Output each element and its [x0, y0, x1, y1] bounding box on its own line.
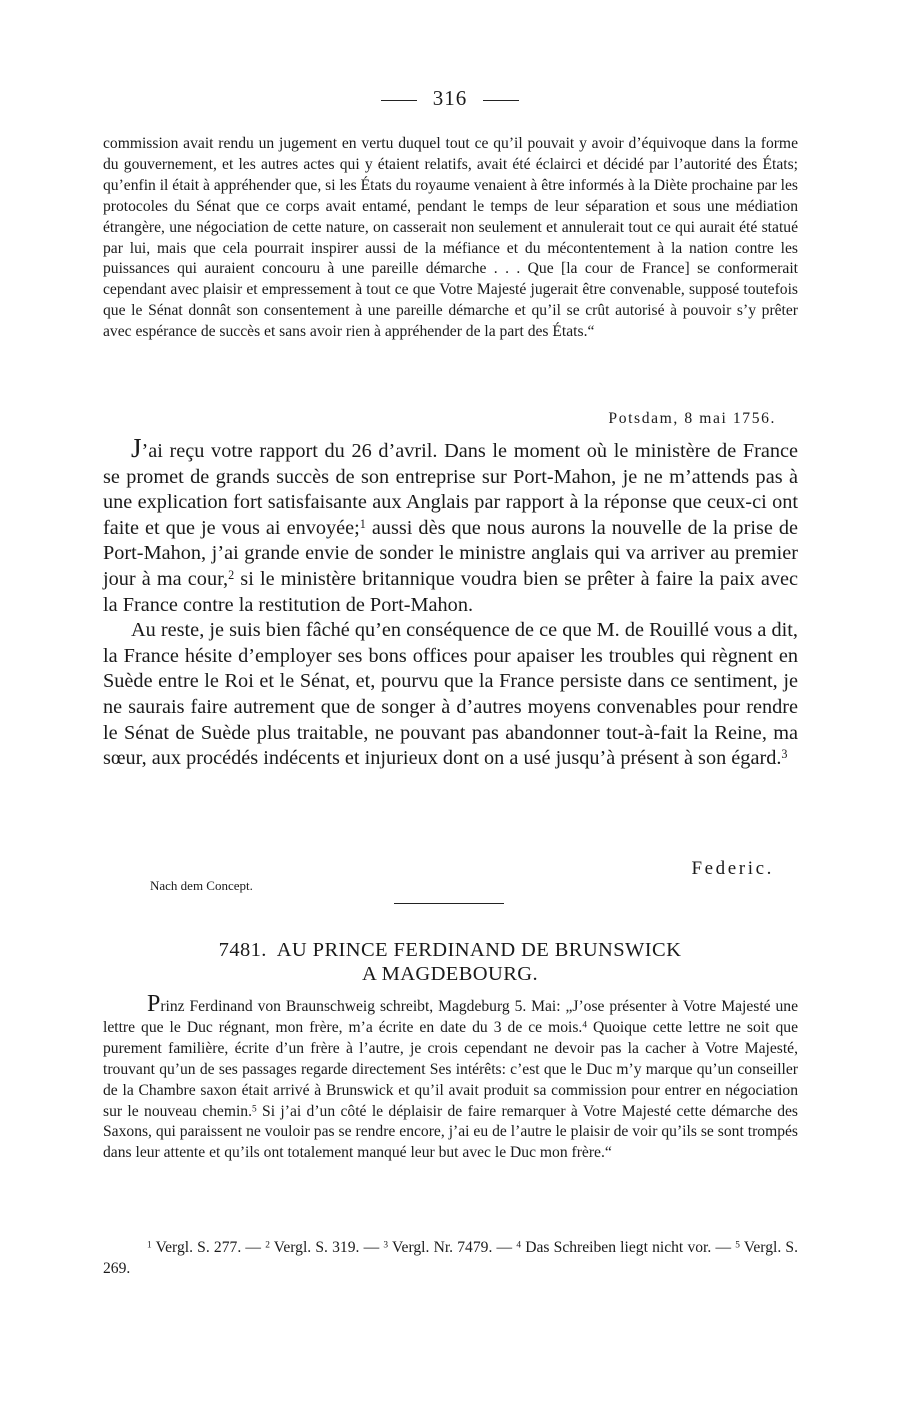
heading-title-2: A MAGDEBOURG. [361, 963, 539, 985]
letter-p2-text: Au reste, je suis bien fâché qu’en conséquence de ce que M. de Rouillé vous a dit, la France hésite d’employer ses bons offices pour apaiser les troubles qui règnent en Suède entre le Roi et le Sénat, et, pourvu que la France persiste dans ce sentiment, je ne saurais faire autrement que de songer à d’autres moyens convenables pour rendre le Sénat de Suède plus traitable, ne pouvant pas abandonner tout-à-fait la Reine, ma sœur, aux procédés indécents et injurieux dont on a usé jusqu’à présent à son égard. [103, 619, 798, 770]
letter-p1-text-c: si le ministère britannique voudra bien se prêter à faire la paix avec la France contre la restitution de Port-Mahon. [103, 567, 798, 616]
entry-paragraph [103, 991, 798, 1164]
footnote-ref-4[interactable]: 4 [582, 1020, 588, 1031]
signature: Federic. [691, 858, 774, 879]
quoted-report [103, 134, 798, 343]
page-number-value: 316 [432, 86, 468, 110]
footnote-marker-3: 3 [383, 1240, 389, 1251]
section-heading [0, 938, 900, 986]
footnote-ref-1[interactable]: 1 [359, 516, 366, 531]
entry-body [103, 991, 798, 1164]
letter-p1-text-b: aussi dès que nous aurons la nouvelle de la prise de Port-Mahon, j’ai grande envie de sonder le ministre anglais qui va arriver au premier jour à ma cour, [103, 516, 798, 590]
heading-title-1: AU PRINCE FERDINAND DE BRUNSWICK [276, 939, 682, 961]
letter-body [103, 433, 798, 772]
entry-text-b: Quoique cette lettre ne soit que purement familière, écrite d’un frère à l’autre, je crois cependant ne devoir pas la cacher à Votre Majesté, trouvant qu’un de ses passages regarde directement Ses intérêts: c’est que le Duc m’y marque qu’un conseiller de la Chambre saxon était arrivé à Brunswick et qu’il avait produit sa commission pour entrer en négociation sur le nouveau chemin. [103, 1018, 798, 1120]
page-number-dash-left [381, 100, 417, 101]
footnote-text-1: Vergl. S. 277. — [151, 1239, 266, 1256]
footnote-marker-1: 1 [147, 1240, 152, 1251]
footnote-marker-4: 4 [516, 1240, 522, 1251]
section-divider [394, 903, 504, 904]
letter-paragraph-1 [103, 433, 798, 618]
footnote-ref-5[interactable]: 5 [252, 1103, 257, 1114]
quoted-report-text: commission avait rendu un jugement en vertu duquel tout ce qu’il pouvait y avoir d’équivoque dans la forme du gouvernement, et les autres actes qui y étaient relatifs, avait été éclairci et décidé par l’autorité des États; qu’enfin il était à appréhender que, si les États du royaume venaient à être informés à la Diète prochaine par les protocoles du Sénat que ce corps avait entamé, pendant le temps de leur séparation et sous une médiation étrangère, une négociation de cette nature, on casserait non seulement et annulerait tout ce qui aurait été statué par lui, mais que cela pourrait inspirer aussi de la méfiance et du mécontentement à la nation contre les puissances qui auraient concouru à une pareille démarche . . . Que [la cour de France] se conformerait cependant avec plaisir et empressement à tout ce que Votre Majesté jugerait être convenable, supposé toutefois que le Sénat donnât son consentement à une pareille démarche et qu’il se crût autorisé à pouvoir s’y prêter avec espérance de succès et sans avoir rien à appréhender de la part des États.“ [103, 135, 798, 341]
footnote-text-2: Vergl. S. 319. — [269, 1239, 384, 1256]
page-number-dash-right [483, 100, 519, 101]
entry-dropcap: P [147, 991, 161, 1017]
footnote-text-5: Vergl. S. 269. [103, 1239, 798, 1277]
entry-text-a: rinz Ferdinand von Braunschweig schreibt, Magdeburg 5. Mai: „J’ose présenter à Votre Majesté une lettre que le Duc régnant, mon frère, m’a écrite en date du 3 de ce mois. [103, 998, 798, 1036]
heading-line-1 [0, 938, 900, 962]
letter-dropcap: J [131, 433, 142, 463]
source-note: Nach dem Concept. [150, 878, 253, 893]
footnote-text-3: Vergl. Nr. 7479. — [388, 1239, 517, 1256]
page-number [0, 86, 900, 111]
footnote-ref-3[interactable]: 3 [781, 747, 788, 762]
heading-number: 7481. [218, 939, 267, 961]
footnote-marker-2: 2 [265, 1240, 270, 1251]
letter-p1-text-a: ’ai reçu votre rapport du 26 d’avril. Dans le moment où le ministère de France se promet de grands succès de son entreprise sur Port-Mahon, je ne m’attends pas à une explication fort satisfaisante aux Anglais par rapport à la réponse que ceux-ci ont faite et que je vous ai envoyée; [103, 440, 798, 539]
footnotes-line [103, 1238, 798, 1280]
footnote-marker-5: 5 [735, 1240, 740, 1251]
footnote-ref-2[interactable]: 2 [228, 567, 235, 582]
entry-text-c: Si j’ai d’un côté le déplaisir de faire remarquer à Votre Majesté cette démarche des Saxons, qui paraissent ne vouloir pas se rendre encore, j’ai eu de l’autre le plaisir de voir qu’ils se sont trompés dans leur attente et qu’ils ont totalement manqué leur but avec le Duc mon frère.“ [103, 1102, 798, 1162]
footnote-text-4: Das Schreiben liegt nicht vor. — [521, 1239, 736, 1256]
letter-paragraph-2 [103, 618, 798, 772]
dateline: Potsdam, 8 mai 1756. [608, 410, 776, 427]
footnotes [103, 1238, 798, 1280]
